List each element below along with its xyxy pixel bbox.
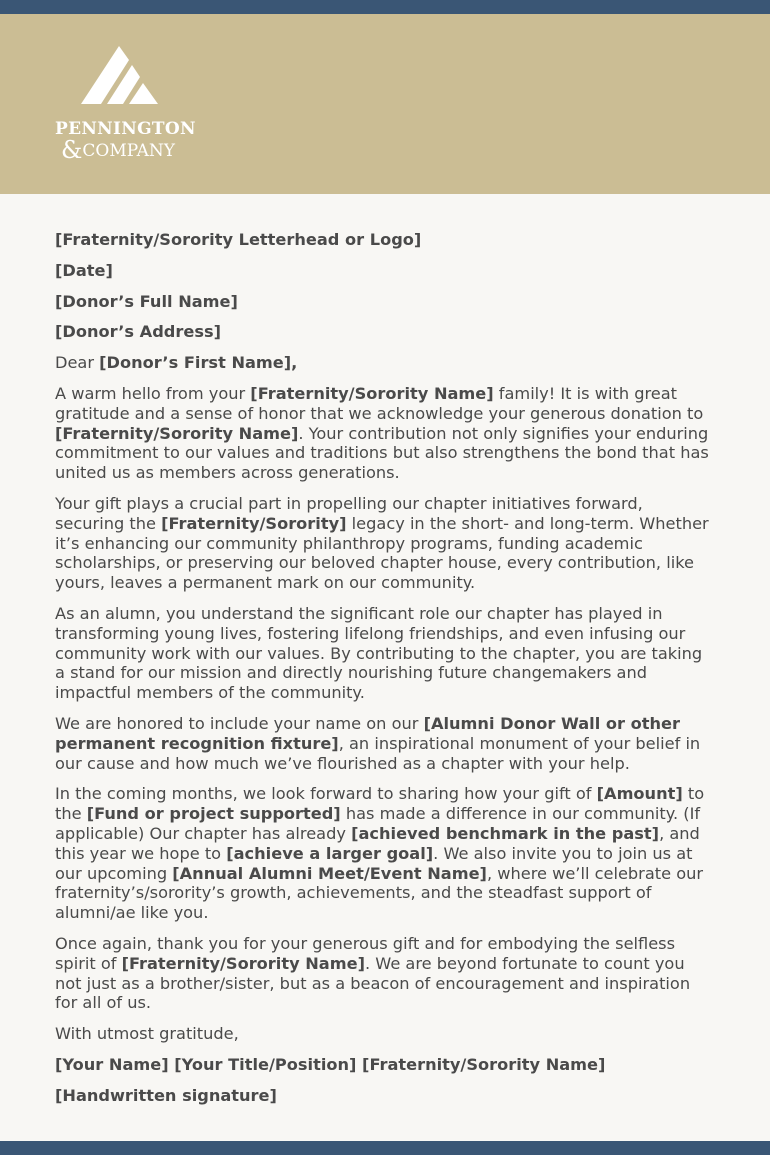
paragraph-4: We are honored to include your name on our [Alumni Donor Wall or other permanent recognition fixture], an inspirational monument of your belief in our cause and how much we’ve flourished as a chapter with your help. [55, 713, 701, 773]
paragraph-1: A warm hello from your [Fraternity/Sorority Name] family! It is with great gratitude and a sense of honor that we acknowledge your generous donation to [Fraternity/Sorority Name]. Your contribution not only signifies your enduring commitment to our values and traditions but also strengthens the bond that has united us as members across generations. [55, 383, 709, 483]
mountain-logo-icon [81, 46, 163, 108]
paragraph-6: Once again, thank you for your generous gift and for embodying the selfless spirit of [Fraternity/Sorority Name]. We are beyond fortunate to count you not just as a brother/sister, but as a beacon of encouragement and inspiration for all of us. [55, 933, 691, 1013]
signature-placeholder: [Handwritten signature] [55, 1085, 277, 1105]
top-accent-bar [0, 0, 770, 14]
letter-body [55, 230, 715, 1116]
company-logo [55, 46, 195, 166]
closing: With utmost gratitude, [55, 1024, 239, 1044]
donor-address-placeholder: [Donor’s Address] [55, 322, 222, 342]
logo-wordmark: PENNINGTON [55, 119, 196, 139]
signer-placeholder: [Your Name] [Your Title/Position] [Fraternity/Sorority Name] [55, 1054, 606, 1074]
bottom-accent-bar [0, 1141, 770, 1155]
date-placeholder: [Date] [55, 260, 113, 280]
letterhead-placeholder: [Fraternity/Sorority Letterhead or Logo] [55, 230, 422, 249]
paragraph-2: Your gift plays a crucial part in propelling our chapter initiatives forward, securing the [Fraternity/Sorority] legacy in the short- and long-term. Whether it’s enhancing our community philanthropy programs, funding academic scholarships, or preserving our beloved chapter house, every contribution, like yours, leaves a permanent mark on our community. [55, 493, 709, 593]
logo-subtitle: &COMPANY [61, 136, 175, 164]
letterhead-banner [0, 14, 770, 194]
paragraph-3: As an alumn, you understand the significant role our chapter has played in transforming young lives, fostering lifelong friendships, and even infusing our community work with our values. By contributing to the chapter, you are taking a stand for our mission and directly nourishing future changemakers and impactful members of the community. [55, 603, 703, 703]
donor-name-placeholder: [Donor’s Full Name] [55, 291, 238, 311]
salutation: Dear [Donor’s First Name], [55, 353, 298, 373]
paragraph-5: In the coming months, we look forward to sharing how your gift of [Amount] to the [Fund or project supported] has made a difference in our community. (If applicable) Our chapter has already [achieved benchmark in the past], and this year we hope to [achieve a larger goal]. We also invite you to join us at our upcoming [Annual Alumni Meet/Event Name], where we’ll celebrate our fraternity’s/sorority’s growth, achievements, and the steadfast support of alumni/ae like you. [55, 784, 705, 923]
